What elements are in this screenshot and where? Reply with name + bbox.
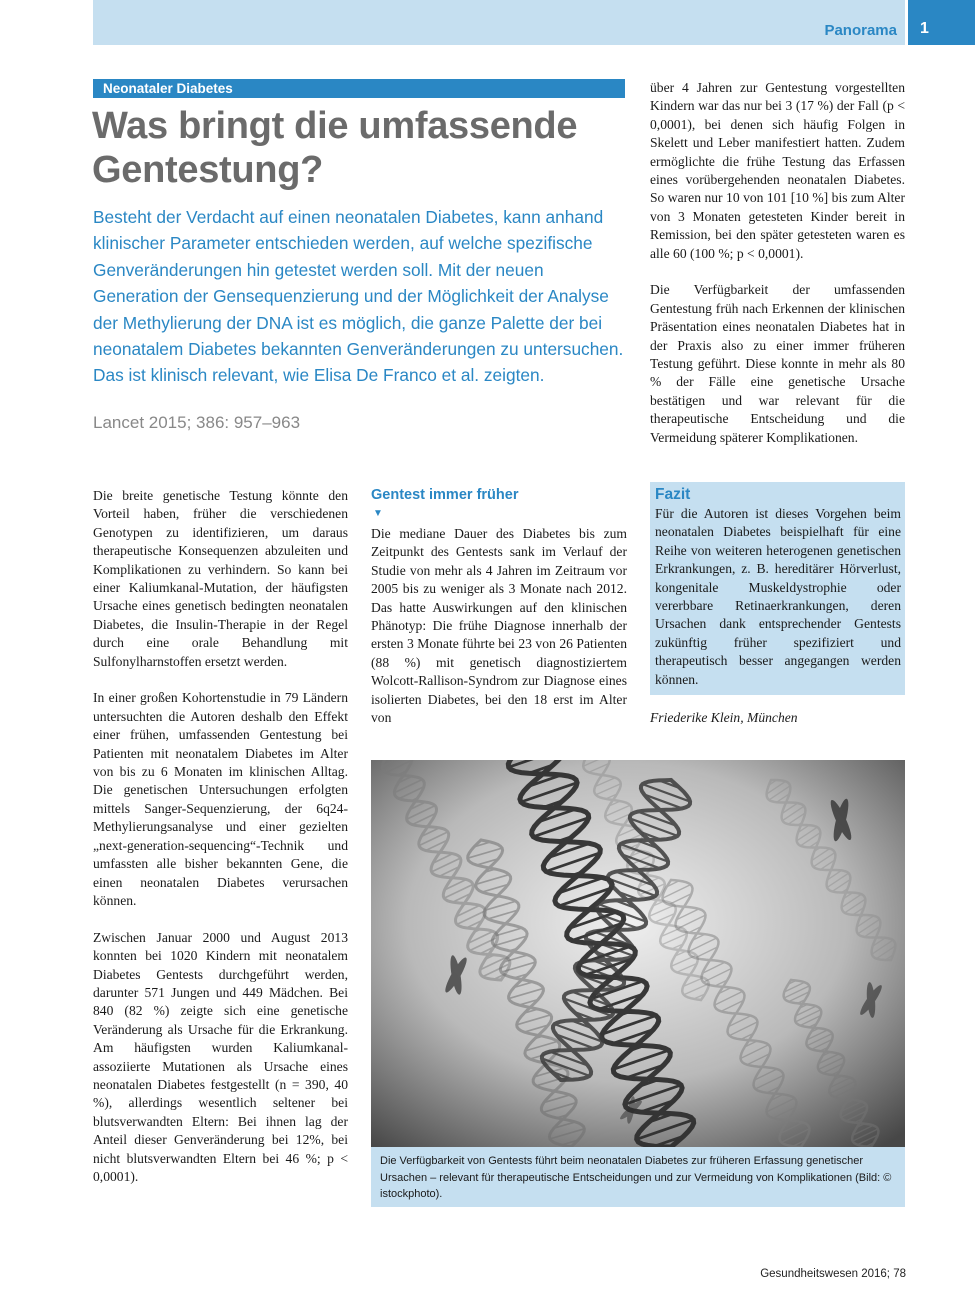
left-column (93, 487, 348, 1186)
body-paragraph: Die mediane Dauer des Diabetes bis zum Zeitpunkt des Gentests sank im Verlauf der Studie von mehr als 4 Jahren im Zeitraum vor 2005 bis zu weniger als 3 Monate nach 2012. Das hatte Auswirkungen auf den klinischen Phänotyp: Die frühe Diagnose innerhalb der ersten 3 Monate führte bei 23 von 26 Patienten (88 %) mit genetisch diagnostiziertem Wolcott-Rallison-Syndrom zur Diagnose eines isolierten Diabetes, bei den 18 erst im Alter von (371, 526, 627, 726)
body-paragraph: In einer großen Kohortenstudie in 79 Ländern untersuchten die Autoren deshalb den Effekt einer frühen, umfassenden Gentestung bei Patienten mit neonatalem Diabetes im Alter von bis zu 6 Monaten im klinischen Alltag. Die genetischen Untersuchungen erfolgten mittels Sanger-Sequenzierung, der 6q24-Methylierungsanalyse und einer gezielten „next-generation-sequencing“-Technik und umfassten alle bisher bekannten Gene, die einen neonatalen Diabetes verursachen können. (93, 690, 348, 908)
author-byline: Friederike Klein, München (650, 710, 798, 725)
article-kicker: Neonataler Diabetes (93, 79, 625, 98)
section-label: Panorama (824, 22, 897, 39)
subheading-arrow-icon: ▼ (373, 508, 383, 519)
fazit-box (650, 482, 905, 695)
footer-citation: Gesundheitswesen 2016; 78 (760, 1268, 906, 1280)
middle-column (371, 525, 627, 727)
fazit-text: Für die Autoren ist dieses Vorgehen beim neonatalen Diabetes beispielhaft für eine Reihe von weiteren heterogenen genetischen Erkrankungen, z. B. hereditärer Hörverlust, kongenitale Muskeldystrophie oder vererbbare Retinaerkrankungen, deren Ursachen dank entsprechender Gentests zukünftig früher spezifiziert und therapeutisch besser angegangen werden können. (655, 506, 901, 687)
body-paragraph: über 4 Jahren zur Gentestung vorgestellten Kindern war das nur bei 3 (17 %) der Fall (p < 0,0001), bei denen sich häufig Folgen in Skelett und Leber manifestiert hatten. Zudem ermöglichte die frühe Testung das Erfassen eines vorübergehenden neonatalen Diabetes. So waren nur 10 von 101 [10 %] bis zum Alter von 3 Monaten getesteten Kinder bereit in Remission, bei den später getesteten waren es alle 60 (100 %; p < 0,0001). (650, 80, 905, 261)
figure-caption: Die Verfügbarkeit von Gentests führt beim neonatalen Diabetes zur früheren Erfassung genetischer Ursachen – relevant für therapeutische Entscheidungen und zur Vermeidung von Komplikationen (Bild: © istockphoto). (380, 1155, 892, 1200)
header-band (93, 0, 905, 45)
page-number-box (908, 0, 975, 45)
subheading: Gentest immer früher (371, 487, 519, 503)
page-number: 1 (920, 20, 929, 37)
article-citation: Lancet 2015; 386: 957–963 (93, 413, 301, 432)
body-paragraph: Die breite genetische Testung könnte den Vorteil haben, früher die verschiedenen Genotypen zu identifizieren, um daraus therapeutische Konsequenzen abzuleiten und Komplikationen zu verhindern. So kann bei einer Kaliumkanal-Mutation, der häufigsten Ursache eines genetisch bedingten neonatalen Diabetes, die Insulin-Therapie in der Regel durch eine orale Behandlung mit Sulfonylharnstoffen ersetzt werden. (93, 488, 348, 669)
body-paragraph: Die Verfügbarkeit der umfassenden Gentestung früh nach Erkennen der klinischen Präsentation eines neonatalen Diabetes hat in der Praxis also zu einer immer früheren Testung geführt. Diese konnte in mehr als 80 % der Fälle eine genetische Ursache bestätigen und war relevant für die therapeutische Entscheidung und die Vermeidung späterer Komplikationen. (650, 282, 905, 445)
body-paragraph: Zwischen Januar 2000 und August 2013 konnten bei 1020 Kindern mit neonatalem Diabetes Gentests durchgeführt werden, darunter 571 Jungen und 449 Mädchen. Bei 840 (82 %) zeigte sich eine genetische Veränderung als Ursache für die Erkrankung. Am häufigsten wurden Kaliumkanal-assoziierte Mutationen als Ursache eines neonatalen Diabetes festgestellt (n = 390, 40 %), allerdings wesentlich seltener bei blutsverwandten Eltern: Bei ihnen lag der Anteil dieser Genveränderung bei 12%, bei nicht blutsverwandten Eltern bei 46 %; p < 0,0001). (93, 929, 348, 1184)
article-lead: Besteht der Verdacht auf einen neonatalen Diabetes, kann anhand klinischer Parameter entschieden werden, auf welche spezifische Genveränderungen hin getestet werden soll. Mit der neuen Generation der Gensequenzierung und der Möglichkeit der Analyse der Methylierung der DNA ist es möglich, die ganze Palette der bei neonatalem Diabetes bekannten Genveränderungen zu untersuchen. Das ist klinisch relevant, wie Elisa De Franco et al. zeigten. (93, 207, 624, 386)
dna-image (371, 760, 905, 1147)
article-title: Was bringt die umfassende Gentestung? (92, 105, 578, 191)
fazit-title: Fazit (655, 486, 691, 503)
dna-illustration (371, 760, 905, 1147)
right-column (650, 79, 905, 447)
caption-box (371, 1147, 905, 1207)
